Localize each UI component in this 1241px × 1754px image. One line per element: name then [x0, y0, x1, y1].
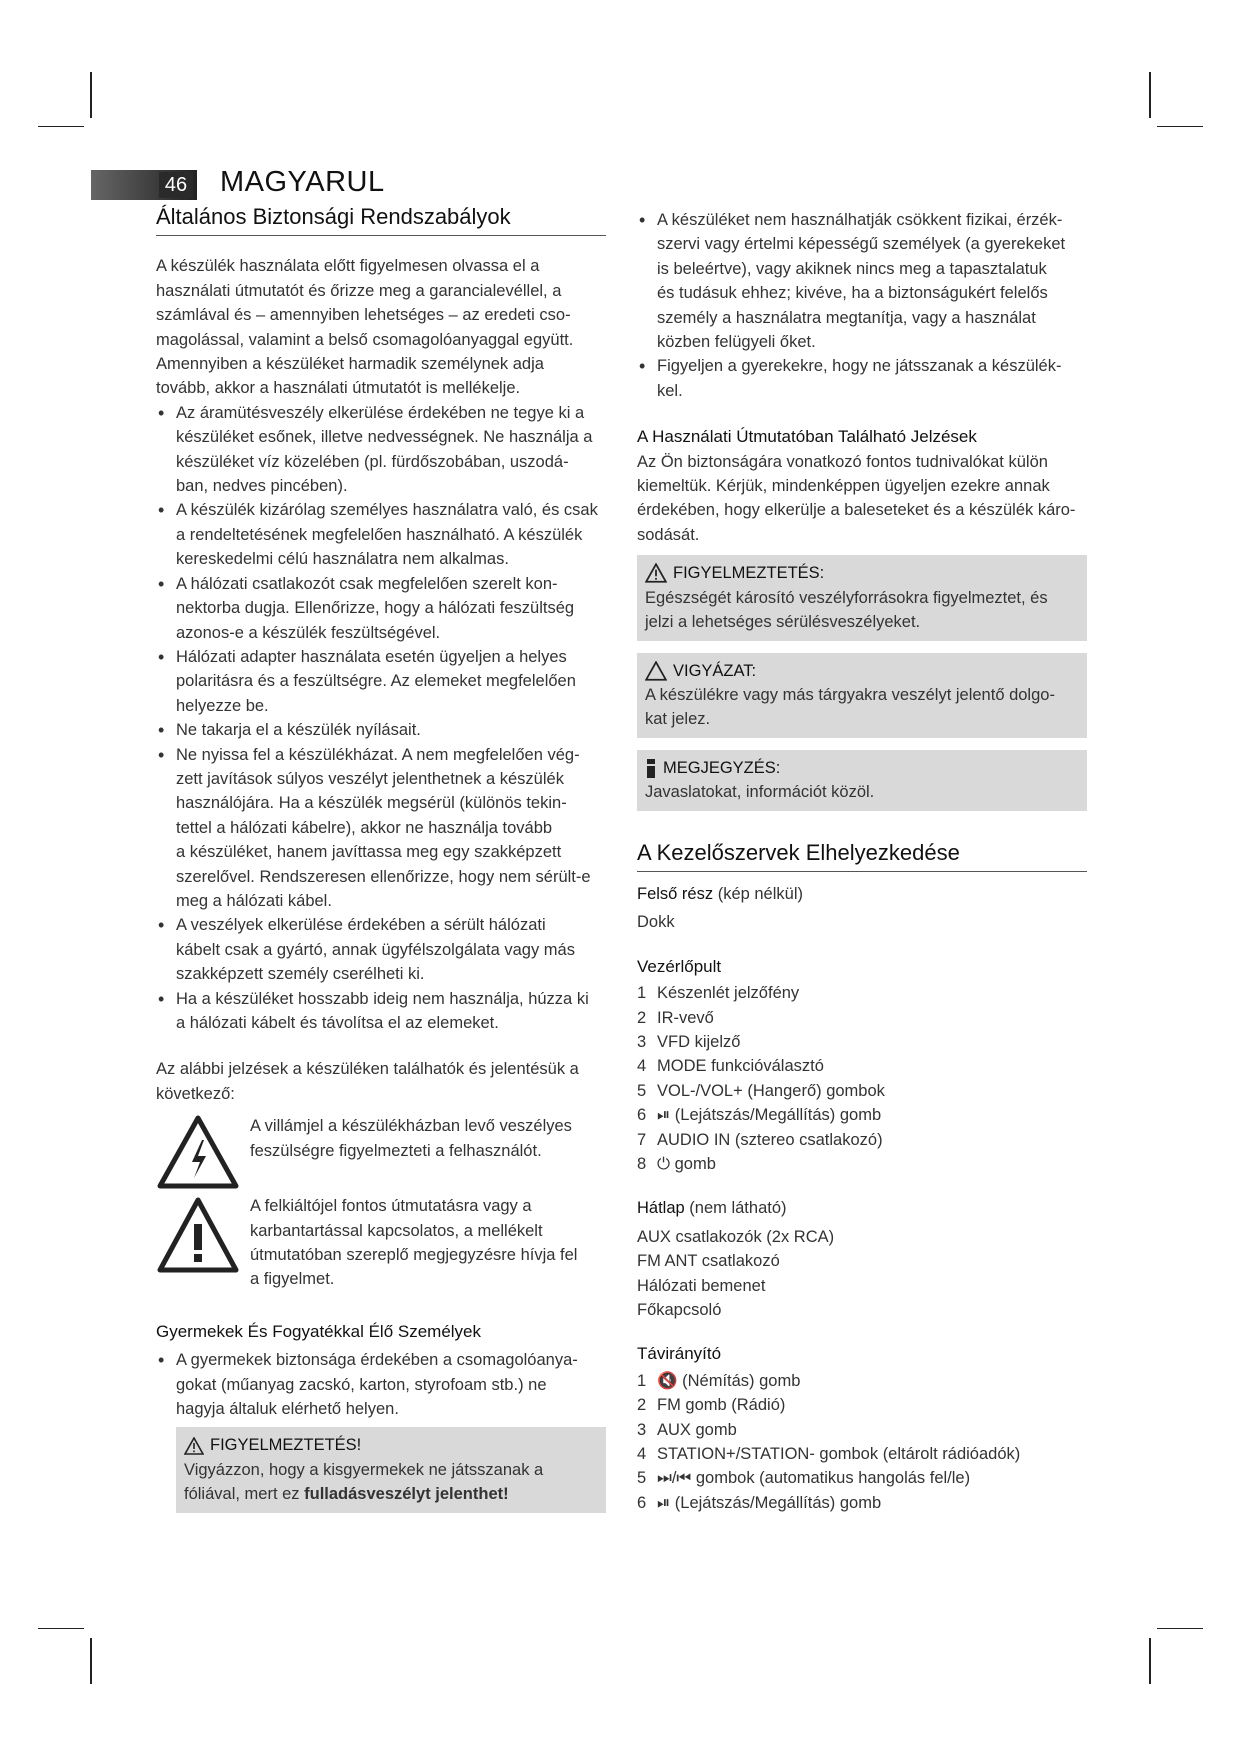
left-column: [156, 205, 606, 1513]
warning-box: FIGYELMEZTETÉS! Vigyázzon, hogy a kisgyermekek ne játsszanak a fóliával, mert ez fulladásveszélyt jelenthet!: [176, 1427, 606, 1512]
crop-mark: [1157, 1628, 1203, 1629]
crop-mark: [1149, 72, 1151, 118]
list-item: 4 MODE funkcióválasztó: [637, 1057, 824, 1076]
children-title: Gyermekek És Fogyatékkal Élő Személyek: [156, 1321, 482, 1341]
signs-text: Az Ön biztonságára vonatkozó fontos tudnivalókat külön kiemeltük. Kérjük, mindenképpen ügyeljen ezekre annak érdekében, hogy elkerülje a baleseteket és a készülék káro- sodását.: [637, 452, 1076, 544]
list-item: • A veszélyek elkerülése érdekében a sérült hálózati kábelt csak a gyártó, annak ügyfélszolgálata vagy más szakképzett személy cserélheti ki.: [156, 913, 606, 986]
list-item: 5 ⏭/⏮ gombok (automatikus hangolás fel/le): [637, 1469, 971, 1488]
list-item: 2 FM gomb (Rádió): [637, 1396, 786, 1415]
remote-list: [637, 1369, 1087, 1515]
top-heading: Felső rész (kép nélkül): [637, 884, 803, 903]
section-title: Általános Biztonsági Rendszabályok: [156, 205, 606, 236]
warning-box: FIGYELMEZTETÉS: Egészségét károsító veszélyforrásokra figyelmeztet, és jelzi a lehetséges sérülésveszélyeket.: [637, 555, 1087, 640]
safety-list-continued: [637, 208, 1087, 403]
list-item: • Ne nyissa fel a készülékházat. A nem megfelelően vég- zett javítások súlyos veszélyt jelenthetnek a készülék használójára. Ha a készülék megsérül (különös tekin- tettel a hálózati kábelre), akkor ne használja tovább a készüléket, hanem javíttassa meg egy szakképzett szerelővel. Rendszeresen ellenőrizze, hogy nem sérült-e meg a hálózati kábel.: [156, 743, 606, 914]
caution-triangle-icon: [645, 661, 667, 681]
signs-title: A Használati Útmutatóban Található Jelzések: [637, 427, 977, 447]
caution-box: VIGYÁZAT: A készülékre vagy más tárgyakra veszélyt jelentő dolgo- kat jelez.: [637, 653, 1087, 738]
list-item: 3 VFD kijelző: [637, 1032, 741, 1051]
list-item: 3 AUX gomb: [637, 1420, 737, 1439]
symbols-intro: Az alábbi jelzések a készüléken találhatók és jelentésük a következő:: [156, 1060, 579, 1103]
back-heading: Hátlap (nem látható): [637, 1199, 787, 1218]
lightning-warning-icon: [156, 1114, 240, 1190]
list-item: 2 IR-vevő: [637, 1008, 714, 1027]
crop-mark: [1157, 126, 1203, 127]
list-item: 1 🔇 (Némítás) gomb: [637, 1371, 801, 1390]
exclamation-symbol-row: A felkiáltójel fontos útmutatásra vagy a karbantartással kapcsolatos, a mellékelt útmutatóban szereplő megjegyzésre hívja fel a figyelmet.: [156, 1194, 606, 1292]
list-item: 1 Készenlét jelzőfény: [637, 984, 800, 1003]
list-item: • Ha a készüléket hosszabb ideig nem használja, húzza ki a hálózati kábelt és távolítsa el az elemeket.: [156, 987, 606, 1036]
crop-mark: [1149, 1638, 1151, 1684]
lightning-symbol-row: A villámjel a készülékházban levő veszélyes feszülségre figyelmezteti a felhasználót.: [156, 1114, 606, 1190]
list-item: 6 ⏯ (Lejátszás/Megállítás) gomb: [637, 1493, 882, 1512]
panel-title: Vezérlőpult: [637, 956, 722, 976]
list-item: 5 VOL-/VOL+ (Hangerő) gombok: [637, 1081, 885, 1100]
language-title: MAGYARUL: [220, 166, 385, 198]
remote-title: Távirányító: [637, 1344, 722, 1364]
list-item: • Ne takarja el a készülék nyílásait.: [156, 718, 606, 742]
panel-list: [637, 981, 1087, 1176]
note-box: MEGJEGYZÉS: Javaslatokat, információt közöl.: [637, 750, 1087, 811]
list-item: 7 AUDIO IN (sztereo csatlakozó): [637, 1130, 883, 1149]
list-item: 4 STATION+/STATION- gombok (eltárolt rádióadók): [637, 1445, 1021, 1464]
list-item: • Hálózati adapter használata esetén ügyeljen a helyes polaritásra és a feszültségre. Az elemeket megfelelően helyezze be.: [156, 645, 606, 718]
intro-paragraph: A készülék használata előtt figyelmesen olvassa el a használati útmutatót és őrizze meg a garancialevéllel, a számlával és – amennyiben lehetséges – az eredeti cso- magolással, valamint a belső csomagolóanyaggal együtt. Amennyiben a készüléket harmadik személynek adja tovább, akkor a használati útmutatót is mellékelje.: [156, 257, 574, 398]
list-item: • A készüléket nem használhatják csökkent fizikai, érzék- szervi vagy értelmi képességű személyek (a gyerekeket is beleértve), vagy akiknek nincs meg a tapasztalatuk és tudásuk ehhez; kivéve, ha a biztonságukért felelős személy a használatra megtanítja, vagy a használat közben felügyeli őket.: [637, 208, 1087, 354]
list-item: • Figyeljen a gyerekekre, hogy ne játsszanak a készülék- kel.: [637, 354, 1087, 403]
top-item: Dokk: [637, 913, 675, 932]
page-number: 46: [159, 172, 193, 198]
controls-title: A Kezelőszervek Elhelyezkedése: [637, 841, 1087, 872]
exclamation-warning-icon: [156, 1194, 240, 1274]
children-list: [156, 1348, 606, 1421]
warning-triangle-icon: [184, 1437, 204, 1455]
info-icon: [645, 757, 657, 779]
list-item: • A gyermekek biztonsága érdekében a csomagolóanya- gokat (műanyag zacskó, karton, styrofoam stb.) ne hagyja általuk elérhető helyen.: [156, 1348, 606, 1421]
list-item: 6 ⏯ (Lejátszás/Megállítás) gomb: [637, 1106, 882, 1125]
crop-mark: [38, 126, 84, 127]
page-number-bar: [91, 170, 197, 200]
back-list: AUX csatlakozók (2x RCA) FM ANT csatlakozó Hálózati bemenet Főkapcsoló: [637, 1227, 835, 1320]
right-column: [637, 208, 1087, 1515]
list-item: 8 ⏻ gomb: [637, 1155, 716, 1173]
list-item: • A készülék kizárólag személyes használatra való, és csak a rendeltetésének megfelelően használható. A készülék kereskedelmi célú használatra nem alkalmas.: [156, 498, 606, 571]
safety-list: [156, 401, 606, 1036]
list-item: • A hálózati csatlakozót csak megfelelően szerelt kon- nektorba dugja. Ellenőrizze, hogy a hálózati feszültség azonos-e a készülék feszültségével.: [156, 572, 606, 645]
warning-triangle-icon: [645, 563, 667, 583]
list-item: • Az áramütésveszély elkerülése érdekében ne tegye ki a készüléket esőnek, illetve nedvességnek. Ne használja a készüléket víz közelében (pl. fürdőszobában, uszodá- ban, nedves pincében).: [156, 401, 606, 499]
crop-mark: [38, 1628, 84, 1629]
crop-mark: [90, 1638, 92, 1684]
crop-mark: [90, 72, 92, 118]
